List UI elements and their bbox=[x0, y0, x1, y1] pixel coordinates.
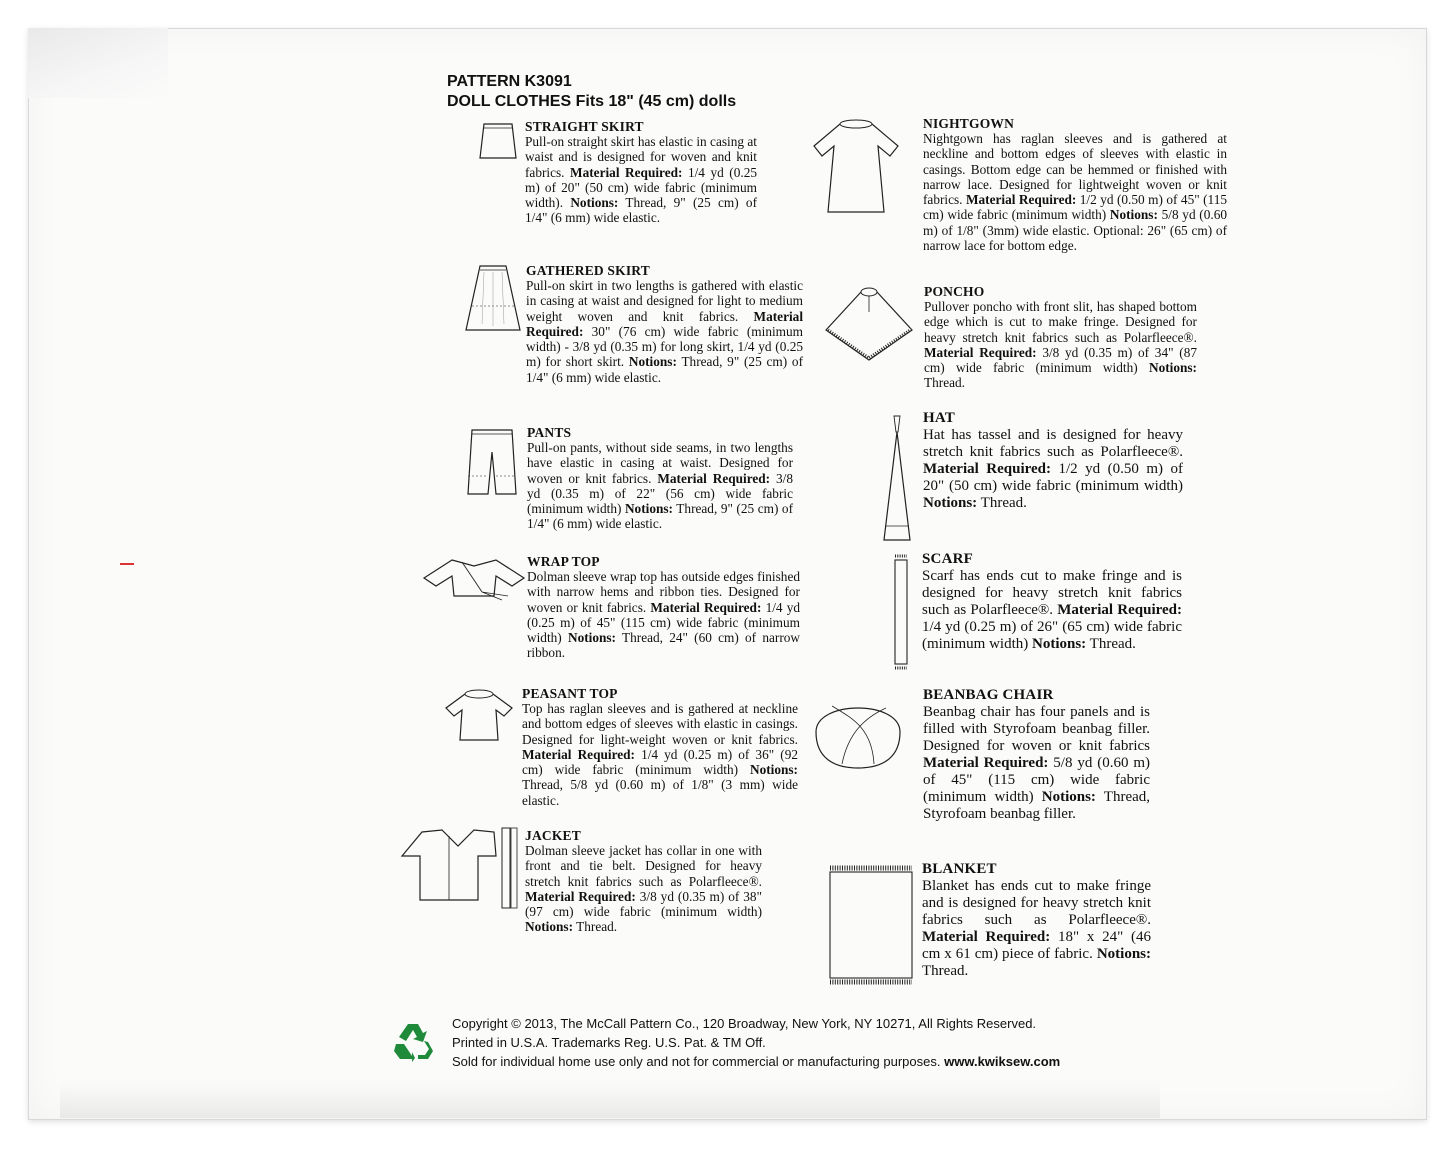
printed-line: Printed in U.S.A. Trademarks Reg. U.S. Pat. & TM Off. bbox=[452, 1035, 766, 1050]
notions-text: Thread, 9" (25 cm) of 1/4" (6 mm) wide elastic. bbox=[527, 501, 793, 532]
notions-label: Notions: bbox=[624, 501, 673, 517]
notions-label: Notions: bbox=[1109, 207, 1158, 223]
material-label: Material Required: bbox=[525, 888, 636, 904]
material-text: 18" x 24" (46 cm x 61 cm) piece of fabric. bbox=[922, 929, 1152, 962]
notions-label: Notions: bbox=[749, 762, 798, 778]
material-label: Material Required: bbox=[924, 344, 1037, 360]
peasant-top-illustration bbox=[442, 686, 516, 744]
material-label: Material Required: bbox=[1057, 602, 1182, 618]
poncho-illustration bbox=[822, 284, 916, 364]
notions-text: Thread. bbox=[980, 495, 1027, 511]
item-description: Pull-on straight skirt has elastic in casing at waist and is designed for woven and knit fabrics. bbox=[525, 134, 757, 180]
notions-text: Thread. bbox=[924, 375, 965, 391]
recycle-icon bbox=[392, 1022, 434, 1067]
material-text: 30" (76 cm) wide fabric (minimum width) - 3/8 yd (0.35 m) for long skirt, 1/4 yd (0.25 m) for short skirt. bbox=[526, 323, 803, 370]
item-title: PONCHO bbox=[924, 284, 985, 299]
jacket-illustration bbox=[398, 826, 520, 910]
usage-line bbox=[452, 1052, 1060, 1071]
item-description: Hat has tassel and is designed for heavy stretch knit fabrics such as Polarfleece®. bbox=[923, 427, 1183, 460]
item-description: Blanket has ends cut to make fringe and is designed for heavy stretch knit fabrics such as Polarfleece®. bbox=[922, 878, 1151, 928]
material-label: Material Required: bbox=[570, 164, 683, 180]
notions-text: Thread, 9" (25 cm) of 1/4" (6 mm) wide elastic. bbox=[526, 354, 803, 385]
item-beanbag-chair bbox=[923, 687, 1150, 823]
pattern-subtitle: DOLL CLOTHES Fits 18" (45 cm) dolls bbox=[447, 93, 737, 110]
notions-label: Notions: bbox=[570, 195, 619, 211]
material-text: 1/4 yd (0.25 m) of 20" (50 cm) wide fabric (minimum width). bbox=[525, 164, 757, 211]
material-text: 3/8 yd (0.35 m) of 22" (56 cm) wide fabric (minimum width) bbox=[527, 470, 793, 517]
notions-text: Thread. bbox=[1089, 636, 1136, 652]
item-description: Pull-on pants, without side seams, in two lengths have elastic in casing at waist. Designed for woven or knit fabrics. bbox=[527, 440, 793, 486]
copyright-line: Copyright © 2013, The McCall Pattern Co., 120 Broadway, New York, NY 10271, All Rights Reserved. bbox=[452, 1016, 1037, 1031]
item-title: PEASANT TOP bbox=[522, 686, 618, 701]
pattern-header bbox=[447, 72, 736, 112]
material-label: Material Required: bbox=[923, 461, 1052, 477]
notions-text: Thread, 24" (60 cm) of narrow ribbon. bbox=[527, 630, 801, 661]
notions-label: Notions: bbox=[628, 354, 677, 370]
paper-crease bbox=[28, 28, 168, 98]
material-text: 3/8 yd (0.35 m) of 34" (87 cm) wide fabric (minimum width) bbox=[924, 344, 1197, 376]
item-title: BEANBAG CHAIR bbox=[923, 687, 1054, 703]
pattern-number: PATTERN K3091 bbox=[447, 73, 572, 90]
material-label: Material Required: bbox=[526, 308, 804, 339]
item-nightgown bbox=[923, 116, 1227, 253]
item-title: NIGHTGOWN bbox=[923, 116, 1015, 131]
item-peasant-top bbox=[522, 686, 798, 808]
item-description: Dolman sleeve wrap top has outside edges finished with narrow hems and ribbon ties. Designed for woven or knit fabrics. bbox=[527, 569, 800, 615]
notions-label: Notions: bbox=[525, 919, 574, 935]
notions-label: Notions: bbox=[1148, 360, 1197, 376]
notions-label: Notions: bbox=[923, 495, 978, 511]
hat-illustration bbox=[880, 414, 914, 544]
material-text: 1/4 yd (0.25 m) of 45" (115 cm) wide fabric (minimum width) bbox=[527, 599, 801, 646]
item-blanket bbox=[922, 861, 1151, 980]
item-straight-skirt bbox=[525, 119, 757, 226]
item-description: Scarf has ends cut to make fringe and is designed for heavy stretch knit fabrics such as Polarfleece®. bbox=[922, 568, 1182, 618]
item-title: HAT bbox=[923, 410, 955, 426]
usage-text: Sold for individual home use only and not for commercial or manufacturing purposes. bbox=[452, 1054, 941, 1069]
material-text: 1/4 yd (0.25 m) of 26" (65 cm) wide fabric (minimum width) bbox=[922, 619, 1182, 652]
item-scarf bbox=[922, 551, 1182, 653]
notions-text: Thread, 5/8 yd (0.60 m) of 1/8" (3 mm) wide elastic. bbox=[522, 777, 798, 808]
item-poncho bbox=[924, 284, 1197, 391]
paper-wear bbox=[60, 1080, 1160, 1118]
copyright-footer bbox=[452, 1014, 1060, 1071]
blanket-illustration bbox=[826, 864, 916, 986]
item-title: SCARF bbox=[922, 551, 974, 567]
website-link[interactable]: www.kwiksew.com bbox=[944, 1054, 1061, 1069]
item-jacket bbox=[525, 828, 762, 935]
item-description: Pullover poncho with front slit, has shaped bottom edge which is cut to make fringe. Designed for heavy stretch knit fabrics such as Polarfleece®. bbox=[924, 299, 1197, 345]
notions-text: Thread. bbox=[576, 919, 618, 935]
item-title: BLANKET bbox=[922, 861, 997, 877]
item-hat bbox=[923, 410, 1183, 512]
item-title: WRAP TOP bbox=[527, 554, 600, 569]
item-gathered-skirt bbox=[526, 263, 803, 385]
material-label: Material Required: bbox=[657, 470, 771, 486]
nightgown-illustration bbox=[804, 116, 908, 216]
item-description: Top has raglan sleeves and is gathered at neckline and bottom edges of sleeves with elastic in casings. Designed for light-weight woven or knit fabrics. bbox=[522, 701, 798, 747]
item-pants bbox=[527, 425, 793, 532]
material-text: 1/2 yd (0.50 m) of 20" (50 cm) wide fabric (minimum width) bbox=[923, 461, 1183, 494]
scarf-illustration bbox=[892, 554, 910, 670]
item-description: Pull-on skirt in two lengths is gathered with elastic in casing at waist and designed for light to medium weight woven and knit fabrics. bbox=[526, 278, 803, 324]
item-title: JACKET bbox=[525, 828, 581, 843]
material-label: Material Required: bbox=[522, 746, 635, 762]
material-text: 5/8 yd (0.60 m) of 45" (115 cm) wide fabric (minimum width) bbox=[923, 755, 1151, 805]
beanbag-chair-illustration bbox=[812, 688, 904, 772]
gathered-skirt-illustration bbox=[462, 264, 524, 334]
pants-illustration bbox=[464, 428, 520, 498]
material-label: Material Required: bbox=[650, 599, 762, 615]
item-wrap-top bbox=[527, 554, 800, 661]
wrap-top-illustration bbox=[422, 556, 526, 606]
notions-text: 5/8 yd (0.60 m) of 1/8" (3mm) wide elastic. Optional: 26" (65 cm) of narrow lace for bottom edge. bbox=[923, 207, 1227, 254]
item-title: GATHERED SKIRT bbox=[526, 263, 650, 278]
item-description: Dolman sleeve jacket has collar in one with front and tie belt. Designed for heavy stretch knit fabrics such as Polarfleece®. bbox=[525, 843, 762, 889]
notions-label: Notions: bbox=[1032, 636, 1087, 652]
straight-skirt-illustration bbox=[476, 122, 520, 162]
notions-text: Thread, 9" (25 cm) of 1/4" (6 mm) wide elastic. bbox=[525, 195, 757, 226]
material-label: Material Required: bbox=[965, 192, 1077, 208]
item-title: PANTS bbox=[527, 425, 572, 440]
item-title: STRAIGHT SKIRT bbox=[525, 119, 644, 134]
item-description: Beanbag chair has four panels and is filled with Styrofoam beanbag filler. Designed for woven or knit fabrics bbox=[923, 704, 1150, 754]
notions-text: Thread, Styrofoam beanbag filler. bbox=[923, 789, 1151, 822]
material-label: Material Required: bbox=[922, 929, 1051, 945]
material-text: 3/8 yd (0.35 m) of 38" (97 cm) wide fabric (minimum width) bbox=[525, 888, 763, 920]
material-text: 1/4 yd (0.25 m) of 36" (92 cm) wide fabric (minimum width) bbox=[522, 746, 798, 778]
notions-label: Notions: bbox=[1096, 946, 1151, 962]
item-description: Nightgown has raglan sleeves and is gathered at neckline and bottom edges of sleeves with elastic in casings. Bottom edge can be hemmed or finished with narrow lace. Designed for lightweight woven or knit fabrics. bbox=[923, 131, 1227, 208]
material-text: 1/2 yd (0.50 m) of 45" (115 cm) wide fabric (minimum width) bbox=[923, 192, 1227, 223]
notions-label: Notions: bbox=[567, 630, 616, 646]
notions-text: Thread. bbox=[922, 963, 969, 979]
material-label: Material Required: bbox=[923, 755, 1049, 771]
notions-label: Notions: bbox=[1041, 789, 1096, 805]
red-mark bbox=[120, 563, 134, 565]
